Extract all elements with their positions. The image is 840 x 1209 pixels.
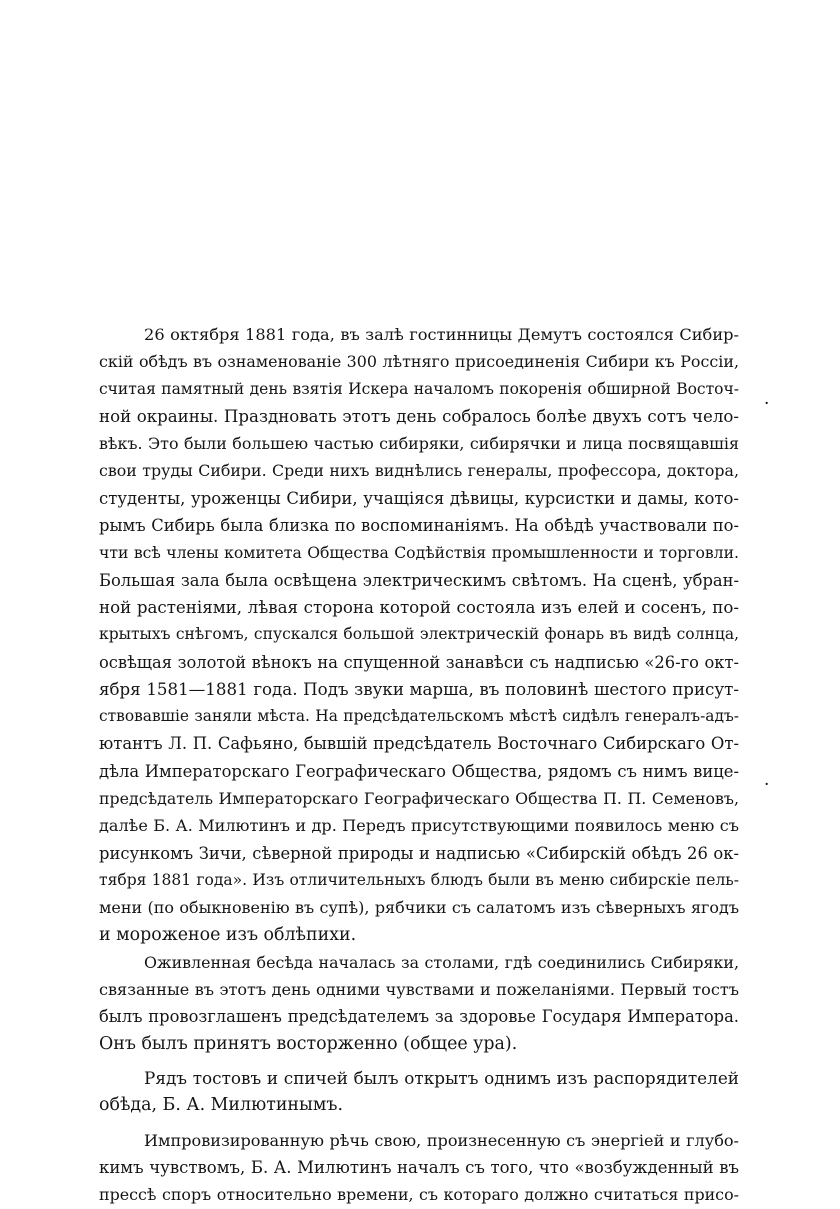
text-line: ютантъ Л. П. Сафьяно, бывшій предсѣдатель Восточнаго Сибирскаго От-	[99, 734, 739, 754]
text-line: тября 1881 года». Изъ отличительныхъ блюдъ были въ меню сибирскіе пель-	[99, 870, 739, 889]
text-line: Онъ былъ принятъ восторженно (общее ура).	[99, 1033, 518, 1054]
text-line: ной окраины. Праздновать этотъ день собралось болѣе двухъ сотъ чело-	[99, 406, 739, 426]
text-line: рисункомъ Зичи, сѣверной природы и надписью «Сибирскій обѣдъ 26 ок-	[99, 843, 739, 863]
text-line: Оживленная бесѣда началась за столами, гдѣ соединились Сибиряки,	[144, 952, 739, 972]
text-line: считая памятный день взятія Искера началомъ покоренія обширной Восточ-	[99, 379, 739, 398]
text-line: крытыхъ снѣгомъ, спускался большой электрическій фонарь въ видѣ солнца,	[99, 625, 739, 644]
text-line: обѣда, Б. А. Милютинымъ.	[99, 1095, 343, 1116]
text-line: ября 1581—1881 года. Подъ звуки марша, въ половинѣ шестого присут-	[99, 679, 739, 699]
text-line: 26 октября 1881 года, въ залѣ гостинницы Демутъ состоялся Сибир-	[144, 325, 739, 344]
text-line: Большая зала была освѣщена электрическимъ свѣтомъ. На сценѣ, убран-	[99, 570, 739, 590]
text-line: ствовавшіе заняли мѣста. На предсѣдательскомъ мѣстѣ сидѣлъ генералъ-адъ-	[99, 707, 739, 726]
text-line: дѣла Императорскаго Географическаго Общества, рядомъ съ нимъ вице-	[99, 761, 739, 781]
margin-mark: ·	[764, 775, 770, 795]
text-line: Рядъ тостовъ и спичей былъ открытъ однимъ изъ распорядителей	[144, 1068, 739, 1089]
text-line: вѣкъ. Это были большею частью сибиряки, сибирячки и лица посвящавшія	[99, 434, 739, 454]
text-line: свои труды Сибири. Среди нихъ виднѣлись генералы, профессора, доктора,	[99, 461, 739, 481]
text-line: былъ провозглашенъ предсѣдателемъ за здоровье Государя Императора.	[99, 1007, 739, 1027]
text-line: прессѣ споръ относительно времени, съ котораго должно считаться присо-	[99, 1185, 739, 1205]
text-line: рымъ Сибирь была близка по воспоминаніямъ. На обѣдѣ участвовали по-	[99, 516, 739, 536]
text-line: кимъ чувствомъ, Б. А. Милютинъ началъ съ того, что «возбужденный въ	[99, 1157, 739, 1177]
text-line: ной растеніями, лѣвая сторона которой состояла изъ елей и сосенъ, по-	[99, 597, 739, 617]
text-line: мени (по обыкновенію въ супѣ), рябчики съ салатомъ изъ сѣверныхъ ягодъ	[99, 898, 739, 918]
text-line: Импровизированную рѣчь свою, произнесенную съ энергіей и глубо-	[144, 1130, 739, 1150]
margin-mark: ·	[764, 394, 770, 414]
text-line: предсѣдатель Императорскаго Географическаго Общества П. П. Семеновъ,	[99, 789, 739, 809]
body-text	[99, 321, 739, 1209]
text-line: связанные въ этотъ день одними чувствами и пожеланіями. Первый тостъ	[99, 980, 739, 1000]
text-line: скій обѣдъ въ ознаменованіе 300 лѣтняго присоединенія Сибири къ Россіи,	[99, 352, 739, 372]
text-line: чти всѣ члены комитета Общества Содѣйствія промышленности и торговли.	[99, 543, 739, 563]
text-line: и мороженое изъ облѣпихи.	[99, 924, 357, 945]
text-line: освѣщая золотой вѣнокъ на спущенной занавѣси съ надписью «26-го окт-	[99, 652, 739, 672]
text-line: далѣе Б. А. Милютинъ и др. Передъ присутствующими появилось меню съ	[99, 816, 739, 836]
text-line: студенты, уроженцы Сибири, учащіяся дѣвицы, курсистки и дамы, кото-	[99, 488, 739, 508]
